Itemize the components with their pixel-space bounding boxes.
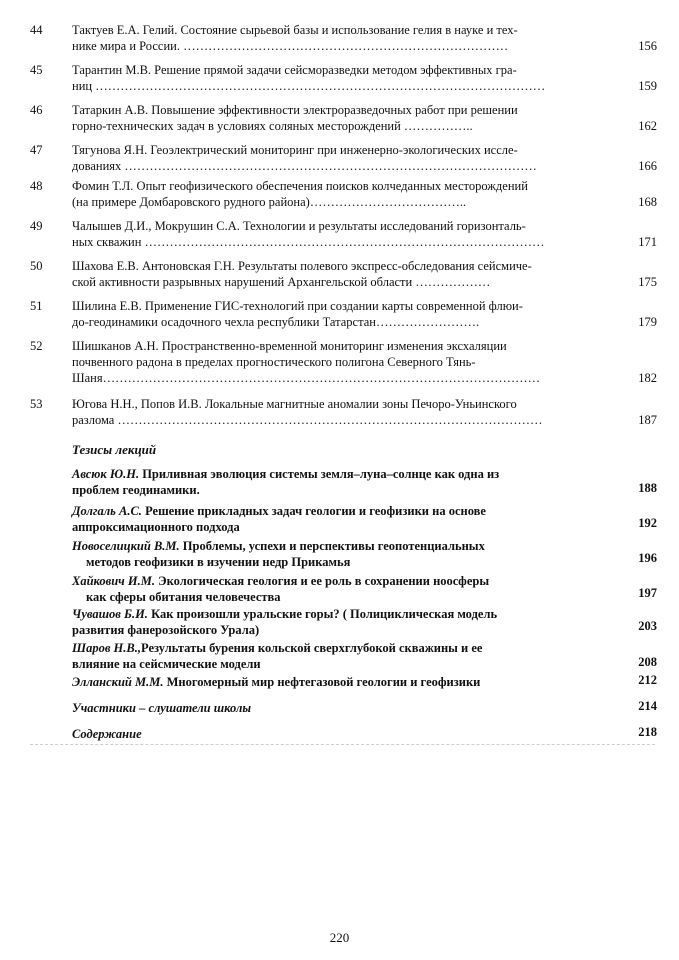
entry-title: [72, 62, 620, 94]
entry-page: 182: [638, 371, 657, 385]
lecture-title-line: Многомерный мир нефтегазовой геологии и геофизики: [163, 675, 481, 689]
page-number: 220: [329, 930, 350, 945]
entry-page: 187: [638, 413, 657, 427]
lecture-author: Шаров Н.В.,: [72, 641, 141, 655]
entry-line: Фомин Т.Л. Опыт геофизического обеспечения поисков колчеданных месторождений: [72, 179, 528, 193]
entry-page: 159: [638, 79, 657, 93]
lecture-title: [72, 726, 617, 742]
entry-number: 50: [30, 259, 43, 273]
lecture-title-line: методов геофизики в изучении недр Прикамья: [86, 555, 351, 569]
entry-line: Югова Н.Н., Попов И.В. Локальные магнитные аномалии зоны Печоро-Уньинского: [72, 397, 517, 411]
entry-line: разлома …………………………………………………………………………………………: [72, 413, 543, 427]
entry-page: 175: [638, 275, 657, 289]
entry-number: 44: [30, 23, 43, 37]
lecture-title: [72, 503, 617, 535]
entry-line: Шилина Е.В. Применение ГИС-технологий при создании карты современной флюи-: [72, 299, 523, 313]
entry-line: (на примере Домбаровского рудного района)………………………………..: [72, 195, 467, 209]
section-heading: Тезисы лекций: [72, 442, 157, 457]
lecture-title: [72, 640, 617, 672]
lecture-title: [72, 538, 617, 570]
entry-number: 52: [30, 339, 43, 353]
entry-number: 47: [30, 143, 43, 157]
entry-line: Чалышев Д.И., Мокрушин С.А. Технологии и результаты исследований горизонталь-: [72, 219, 526, 233]
entry-line: Шишканов А.Н. Пространственно-временной мониторинг изменения эксхаляции: [72, 339, 507, 353]
entry-page: 156: [638, 39, 657, 53]
entry-title: [72, 258, 620, 290]
entry-line: нике мира и России. ……………………………………………………………………: [72, 39, 509, 53]
lecture-title: [72, 700, 617, 716]
entry-title: [72, 22, 620, 54]
lecture-title-line: влияние на сейсмические модели: [72, 657, 261, 671]
entry-title: [72, 102, 620, 134]
entry-title: [72, 218, 620, 250]
entry-number: 46: [30, 103, 43, 117]
lecture-title-line: Приливная эволюция системы земля–луна–солнце как одна из: [139, 467, 500, 481]
lecture-title: [72, 606, 617, 638]
lecture-page: 218: [638, 725, 657, 739]
lecture-page: 188: [638, 481, 657, 495]
entry-title: [72, 396, 620, 428]
entry-line: ской активности разрывных нарушений Архангельской области ………………: [72, 275, 491, 289]
lecture-title: [72, 466, 617, 498]
lecture-page: 196: [638, 551, 657, 565]
lecture-title-line: Экологическая геология и ее роль в сохранении ноосферы: [154, 574, 490, 588]
entry-line: почвенного радона в пределах прогностического полигона Северного Тянь-: [72, 355, 476, 369]
entry-number: 51: [30, 299, 43, 313]
lecture-author: Содержание: [72, 727, 142, 741]
lecture-author: Новоселицкий В.М.: [72, 539, 180, 553]
lecture-page: 197: [638, 586, 657, 600]
entry-line: Татаркин А.В. Повышение эффективности электроразведочных работ при решении: [72, 103, 518, 117]
scan-artifact-line: [30, 744, 655, 745]
entry-page: 179: [638, 315, 657, 329]
entry-line: дованиях ………………………………………………………………………………………: [72, 159, 537, 173]
lecture-page: 212: [638, 673, 657, 687]
lecture-title-line: аппроксимационного подхода: [72, 520, 240, 534]
entry-title: [72, 142, 620, 174]
lecture-title-line: Решение прикладных задач геологии и геофизики на основе: [141, 504, 486, 518]
lecture-author: Участники – слушатели школы: [72, 701, 252, 715]
lecture-title-line: Результаты бурения кольской сверхглубокой скважины и ее: [140, 641, 483, 655]
lecture-page: 203: [638, 619, 657, 633]
lecture-page: 192: [638, 516, 657, 530]
entry-page: 162: [638, 119, 657, 133]
entry-number: 48: [30, 179, 43, 193]
entry-line: горно-технических задач в условиях соляных месторождений ……………..: [72, 119, 473, 133]
entry-line: Шахова Е.В. Антоновская Г.Н. Результаты полевого экспресс-обследования сейсмиче-: [72, 259, 532, 273]
entry-title: [72, 178, 620, 210]
entry-title: [72, 338, 620, 386]
lecture-author: Элланский М.М.: [72, 675, 164, 689]
entry-line: Тарантин М.В. Решение прямой задачи сейсморазведки методом эффективных гра-: [72, 63, 517, 77]
lecture-title-line: Как произошли уральские горы? ( Полициклическая модель: [147, 607, 498, 621]
entry-number: 53: [30, 397, 43, 411]
lecture-author: Авсюк Ю.Н.: [72, 467, 140, 481]
entry-line: ниц ………………………………………………………………………………………………: [72, 79, 546, 93]
entry-line: Тягунова Я.Н. Геоэлектрический мониторинг при инженерно-экологических иссле-: [72, 143, 518, 157]
lecture-title-line: проблем геодинамики.: [72, 483, 200, 497]
lecture-page: 214: [638, 699, 657, 713]
entry-line: до-геодинамики осадочного чехла республики Татарстан…………………….: [72, 315, 480, 329]
lecture-author: Чувашов Б.И.: [72, 607, 148, 621]
lecture-page: 208: [638, 655, 657, 669]
lecture-title: [72, 573, 617, 605]
lecture-title-line: как сферы обитания человечества: [86, 590, 281, 604]
entry-number: 49: [30, 219, 43, 233]
lecture-title-line: Проблемы, успехи и перспективы геопотенциальных: [179, 539, 485, 553]
entry-page: 171: [638, 235, 657, 249]
entry-line: ных скважин ……………………………………………………………………………………: [72, 235, 545, 249]
lecture-author: Долгаль А.С.: [72, 504, 142, 518]
entry-number: 45: [30, 63, 43, 77]
lecture-title-line: развития фанерозойского Урала): [72, 623, 260, 637]
entry-page: 166: [638, 159, 657, 173]
lecture-author: Хайкович И.М.: [72, 574, 155, 588]
entry-title: [72, 298, 620, 330]
entry-line: Шаня……………………………………………………………………………………………: [72, 371, 541, 385]
lecture-title: [72, 674, 617, 690]
entry-line: Тактуев Е.А. Гелий. Состояние сырьевой базы и использование гелия в науке и тех-: [72, 23, 518, 37]
entry-page: 168: [638, 195, 657, 209]
